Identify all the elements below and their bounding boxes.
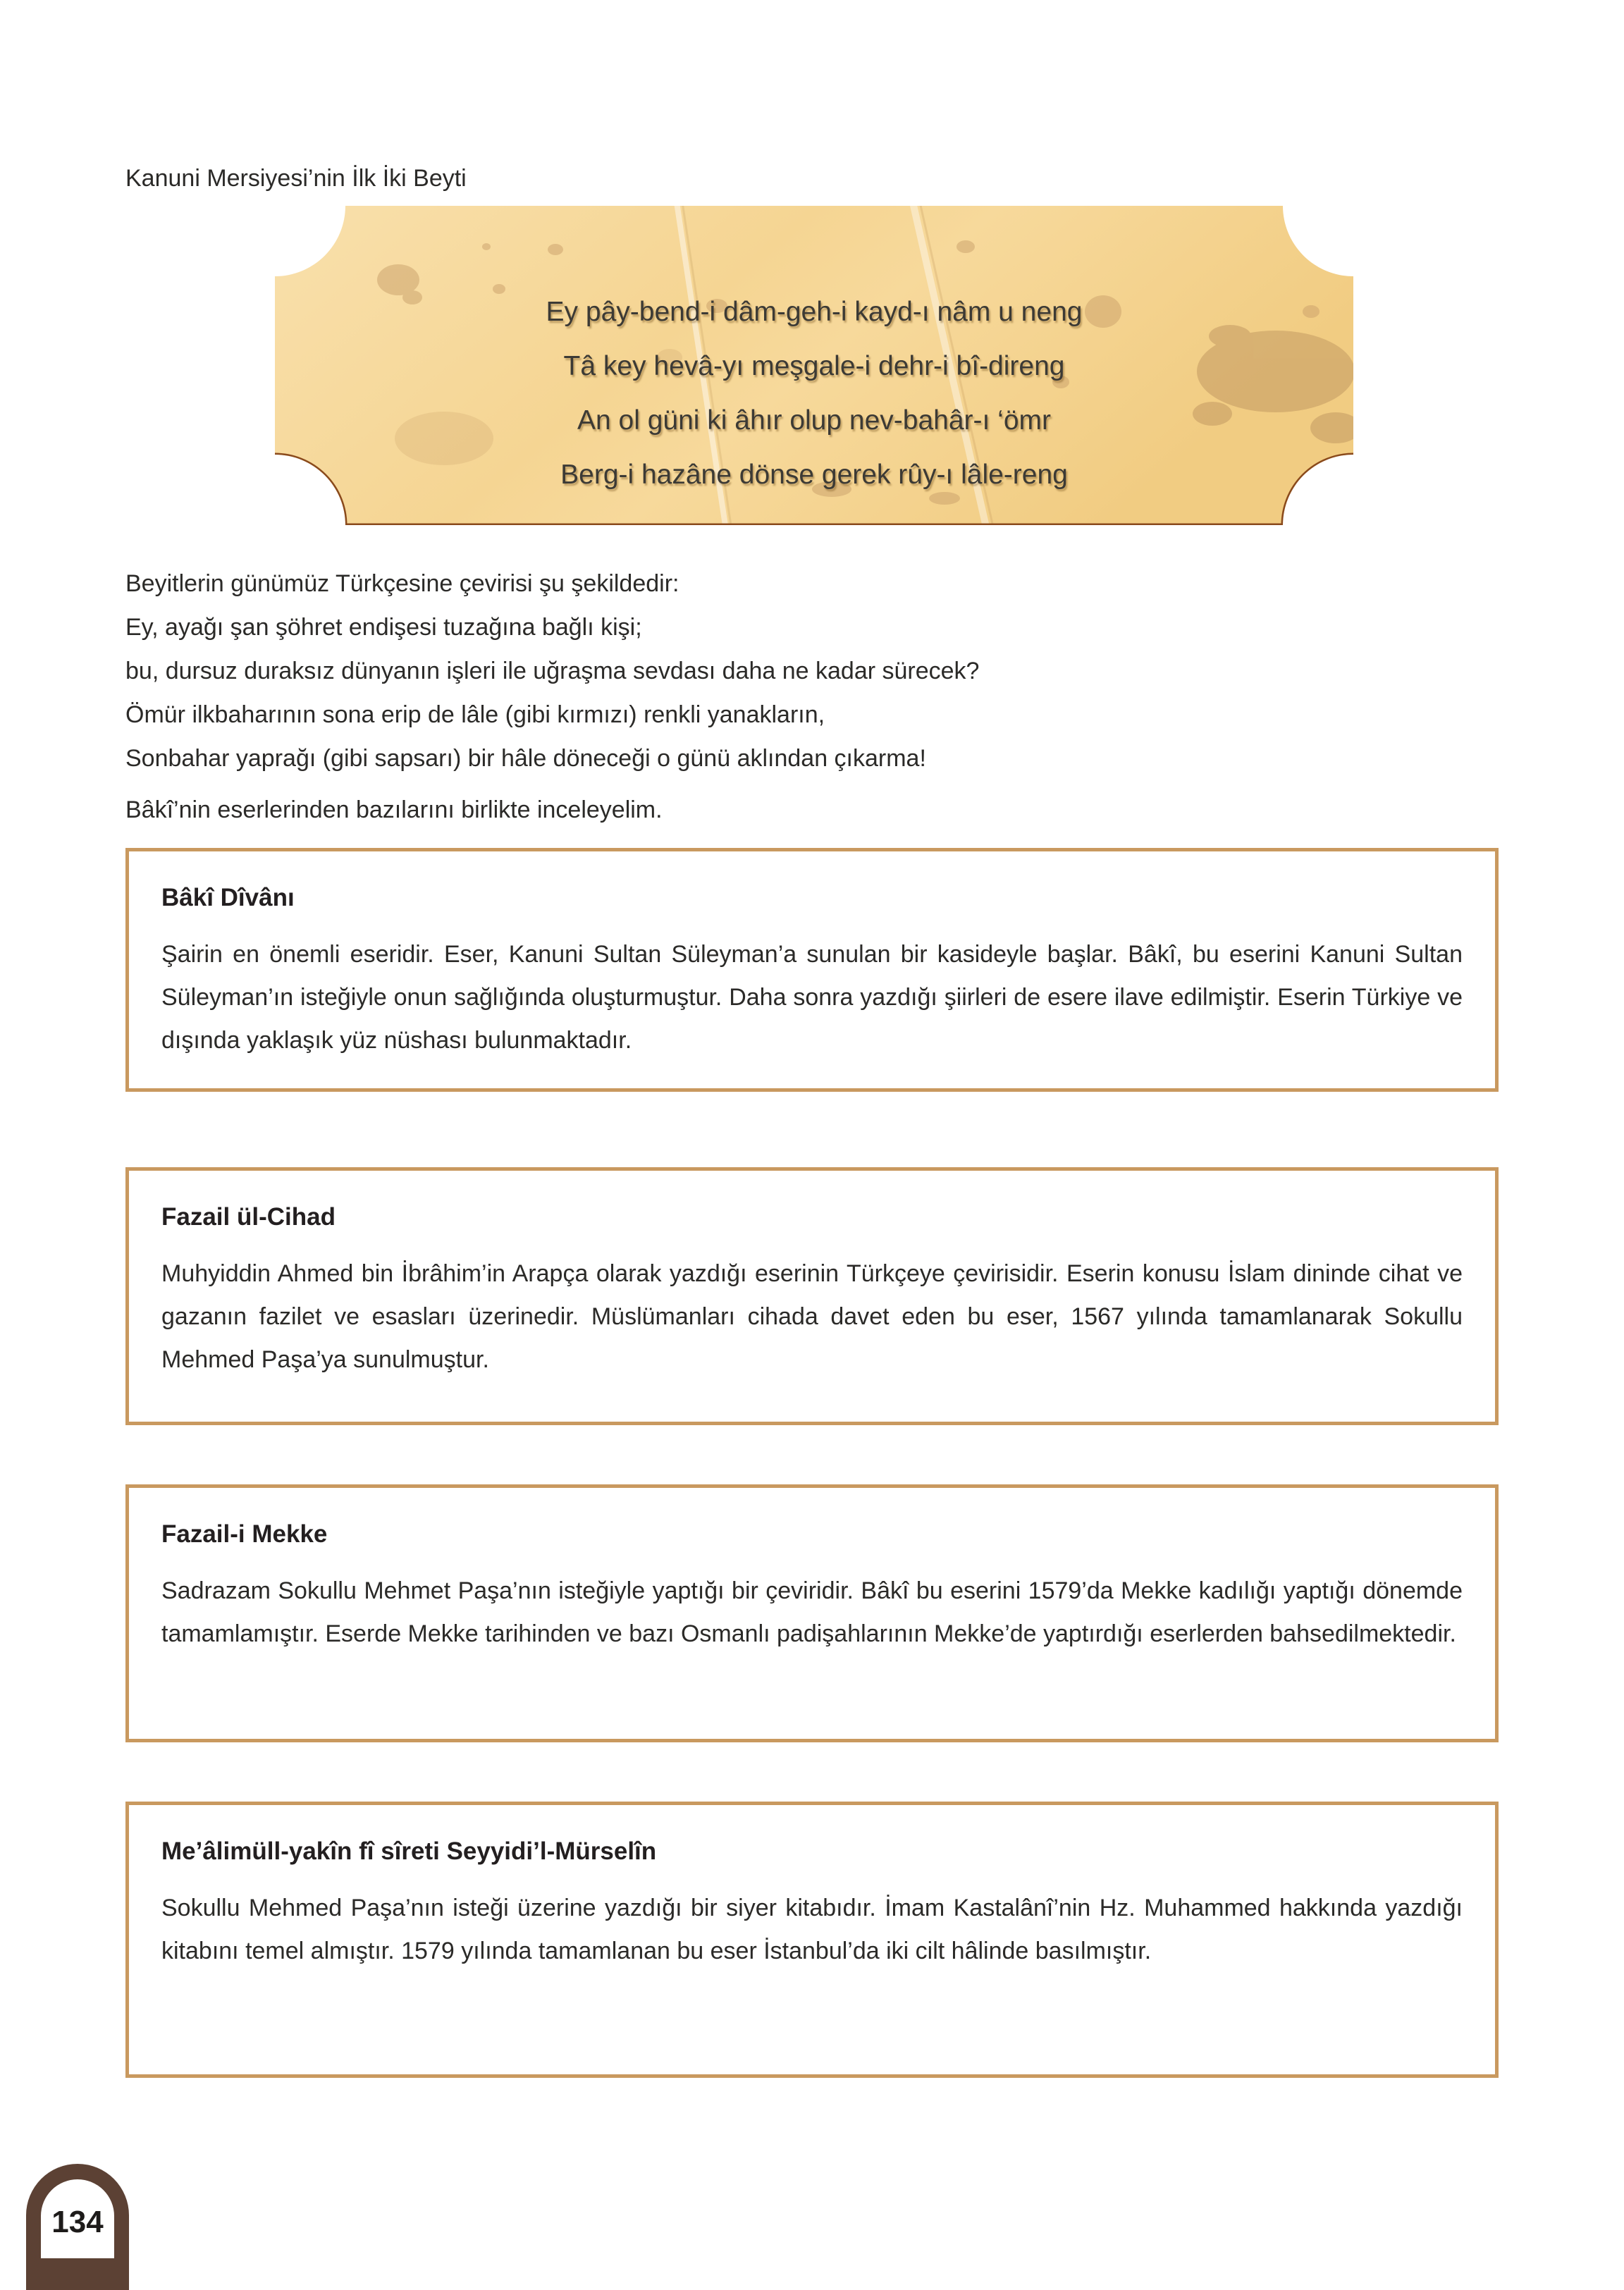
poem-parchment [275,206,1353,525]
work-box-title: Me’âlimüll-yakîn fî sîreti Seyyidi’l-Mürselîn [161,1837,657,1865]
work-box-body: Sadrazam Sokullu Mehmet Paşa’nın isteğiyle yaptığı bir çeviridir. Bâkî bu eserini 1579’da Mekke kadılığı yaptığı dönemde tamamlamıştır. Eserde Mekke tarihinden ve bazı Osmanlı padişahlarının Mekke’de yaptırdığı eserlerden bahsedilmektedir. [161,1577,1463,1647]
page-number-badge [26,2164,129,2290]
work-box-baki-divani [125,848,1499,1092]
poem-line: Tâ key hevâ-yı meşgale-i dehr-i bî-direng [563,351,1065,381]
work-box-title: Fazail-i Mekke [161,1520,328,1548]
work-box-fazail-ul-cihad [125,1167,1499,1425]
lead-in-text: Bâkî’nin eserlerinden bazılarını birlikte inceleyelim. [125,796,663,823]
poem-line: Berg-i hazâne dönse gerek rûy-ı lâle-reng [560,460,1068,490]
section-heading: Kanuni Mersiyesi’nin İlk İki Beyti [125,165,467,192]
work-box-body: Sokullu Mehmed Paşa’nın isteği üzerine yazdığı bir siyer kitabıdır. İmam Kastalânî’nin Hz. Muhammed hakkında yazdığı kitabını temel almıştır. 1579 yılında tamamlanan bu eser İstanbul’da iki cilt hâlinde basılmıştır. [161,1895,1463,1964]
translation-line: Beyitlerin günümüz Türkçesine çevirisi şu şekildedir: [125,570,679,597]
work-box-mealimull-yakin [125,1802,1499,2078]
translation-line: Ey, ayağı şan şöhret endişesi tuzağına bağlı kişi; [125,614,642,641]
translation-line: Sonbahar yaprağı (gibi sapsarı) bir hâle döneceği o günü aklından çıkarma! [125,745,926,772]
poem-line: Ey pây-bend-i dâm-geh-i kayd-ı nâm u neng [546,297,1083,327]
work-box-title: Bâkî Dîvânı [161,884,295,911]
translation-block [125,562,979,780]
page-number: 134 [51,2205,104,2239]
work-box-body: Muhyiddin Ahmed bin İbrâhim’in Arapça olarak yazdığı eserinin Türkçeye çevirisidir. Eserin konusu İslam dininde cihat ve gazanın fazilet ve esasları üzerinedir. Müslümanları cihada davet eden bu eser, 1567 yılında tamamlanarak Sokullu Mehmed Paşa’ya sunulmuştur. [161,1260,1463,1373]
work-box-fazail-i-mekke [125,1484,1499,1742]
translation-line: bu, dursuz duraksız dünyanın işleri ile uğraşma sevdası daha ne kadar sürecek? [125,658,980,684]
poem-text [275,206,1353,502]
work-box-body: Şairin en önemli eseridir. Eser, Kanuni Sultan Süleyman’a sunulan bir kasideyle başlar. Bâkî, bu eserini Kanuni Sultan Süleyman’ın isteğiyle onun sağlığında oluşturmuştur. Daha sonra yazdığı şiirleri de esere ilave edilmiştir. Eserin Türkiye ve dışında yaklaşık yüz nüshası bulunmaktadır. [161,941,1463,1054]
work-box-title: Fazail ül-Cihad [161,1203,336,1231]
page-number-window [41,2179,114,2258]
translation-line: Ömür ilkbaharının sona erip de lâle (gibi kırmızı) renkli yanakların, [125,701,825,728]
poem-line: An ol güni ki âhır olup nev-bahâr-ı ‘ömr [577,405,1051,436]
